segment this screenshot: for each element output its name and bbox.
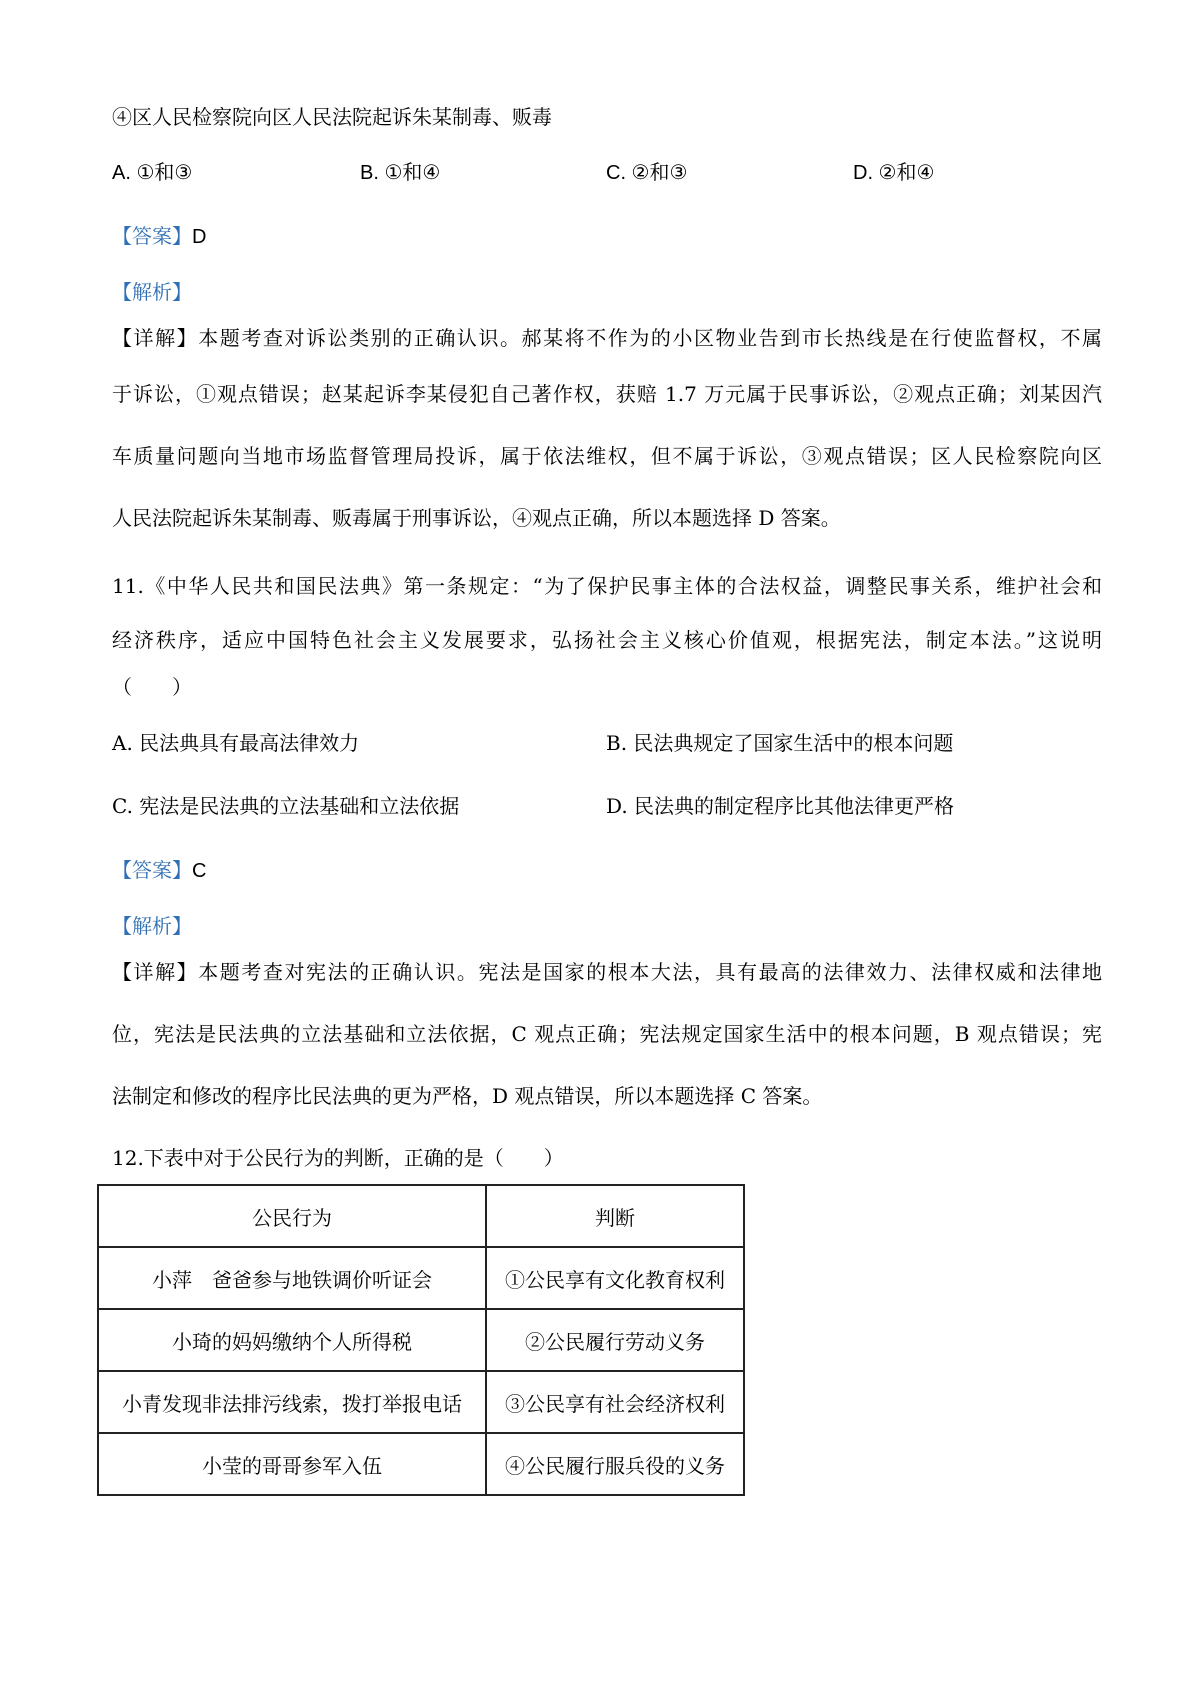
q10-option-a: A. ①和③ [112, 162, 193, 184]
q10-option-d: D. ②和④ [853, 162, 935, 184]
q11-option-b: B. 民法典规定了国家生活中的根本问题 [606, 731, 954, 755]
table-cell-behavior: 小青发现非法排污线索，拨打举报电话 [98, 1371, 486, 1433]
q11-analysis-tag: 【解析】 [112, 914, 192, 938]
q10-option-b: B. ①和④ [360, 162, 441, 184]
q12-stem: 12.下表中对于公民行为的判断，正确的是（ ） [112, 1146, 564, 1170]
table-row [98, 1247, 744, 1309]
table-row [98, 1371, 744, 1433]
table-header-judgment: 判断 [486, 1185, 744, 1247]
q10-answer-value: D [192, 226, 207, 248]
table-row [98, 1433, 744, 1495]
table-cell-behavior: 小琦的妈妈缴纳个人所得税 [98, 1309, 486, 1371]
q11-option-d: D. 民法典的制定程序比其他法律更严格 [606, 794, 955, 818]
q11-option-c: C. 宪法是民法典的立法基础和立法依据 [112, 794, 460, 818]
q11-detail-line-1: 【详解】本题考查对宪法的正确认识。宪法是国家的根本大法，具有最高的法律效力、法律权威和法律地 [112, 960, 1102, 984]
q11-detail-line-2: 位，宪法是民法典的立法基础和立法依据，C 观点正确；宪法规定国家生活中的根本问题，B 观点错误；宪 [112, 1022, 1102, 1046]
table-cell-behavior: 小萍 爸爸参与地铁调价听证会 [98, 1247, 486, 1309]
q10-analysis-tag: 【解析】 [112, 280, 192, 304]
q10-item-4: ④区人民检察院向区人民法院起诉朱某制毒、贩毒 [112, 105, 552, 129]
table-header-row [98, 1185, 744, 1247]
q10-answer-line [112, 222, 1102, 251]
q11-answer-value: C [192, 860, 207, 882]
table-cell-judgment: ④公民履行服兵役的义务 [486, 1433, 744, 1495]
q11-option-a: A. 民法典具有最高法律效力 [112, 731, 360, 755]
q11-stem-line-1: 11.《中华人民共和国民法典》第一条规定：“为了保护民事主体的合法权益，调整民事关系，维护社会和 [112, 574, 1102, 598]
q10-answer-tag: 【答案】 [112, 224, 192, 248]
q12-judgment-table [97, 1184, 745, 1496]
q11-answer-tag: 【答案】 [112, 858, 192, 882]
table-cell-behavior: 小莹的哥哥参军入伍 [98, 1433, 486, 1495]
table-cell-judgment: ③公民享有社会经济权利 [486, 1371, 744, 1433]
q11-stem-line-3: （ ） [112, 675, 192, 699]
q10-detail-line-3: 车质量问题向当地市场监督管理局投诉，属于依法维权，但不属于诉讼，③观点错误；区人民检察院向区 [112, 444, 1102, 468]
table-cell-judgment: ①公民享有文化教育权利 [486, 1247, 744, 1309]
q11-stem-line-2: 经济秩序，适应中国特色社会主义发展要求，弘扬社会主义核心价值观，根据宪法，制定本法。”这说明 [112, 628, 1102, 652]
q10-option-c: C. ②和③ [606, 162, 688, 184]
q11-detail-line-3: 法制定和修改的程序比民法典的更为严格，D 观点错误，所以本题选择 C 答案。 [112, 1084, 823, 1108]
q11-answer-line [112, 856, 1102, 885]
q10-detail-line-2: 于诉讼，①观点错误；赵某起诉李某侵犯自己著作权，获赔 1.7 万元属于民事诉讼，②观点正确；刘某因汽 [112, 382, 1102, 406]
table-cell-judgment: ②公民履行劳动义务 [486, 1309, 744, 1371]
table-header-behavior: 公民行为 [98, 1185, 486, 1247]
table-row [98, 1309, 744, 1371]
q10-detail-line-1: 【详解】本题考查对诉讼类别的正确认识。郝某将不作为的小区物业告到市长热线是在行使监督权，不属 [112, 326, 1102, 350]
q10-detail-line-4: 人民法院起诉朱某制毒、贩毒属于刑事诉讼，④观点正确，所以本题选择 D 答案。 [112, 506, 841, 530]
